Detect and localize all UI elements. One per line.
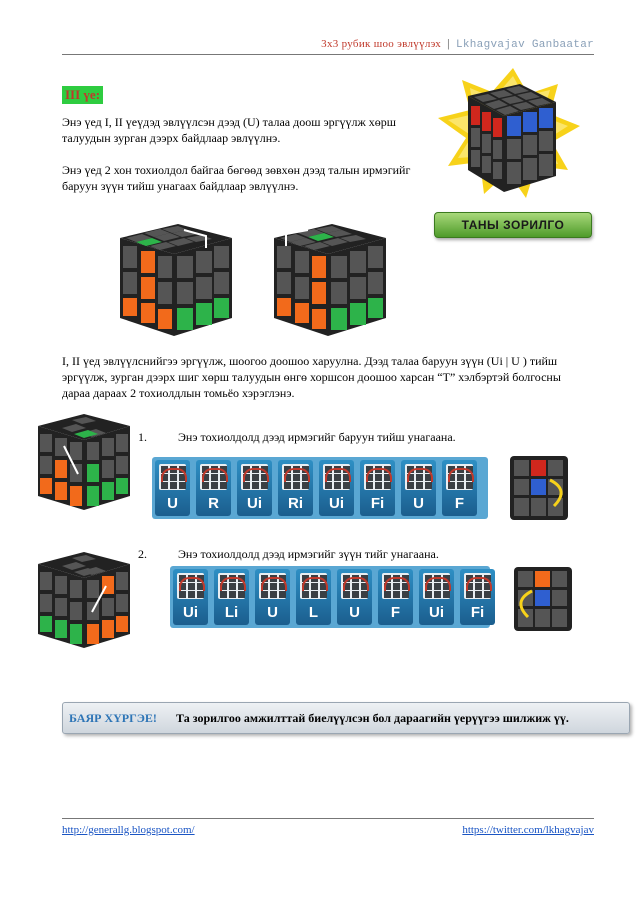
goal-cube-image	[428, 66, 598, 216]
move-label: Ui	[247, 495, 262, 512]
intro-paragraph-1: Энэ үед I, II үеүдэд эвлүүлсэн дээд (U) талаа доош эргүүлж хөрш талуудын зурган дээрх байдлаар эвлүүлнэ.	[62, 115, 397, 145]
turn-arrow-icon	[343, 577, 369, 591]
case2-result-cube	[510, 563, 576, 635]
instruction-paragraph: I, II үед эвлүүлснийгээ эргүүлж, шоогоо доошоо харуулна. Дээд талаа баруун зүүн (Ui | U ) тийш эргүүлж, зурган дээрх шиг хөрш талуудын өнгө хоршсон доошоо харсан “T” хэлбэртэй болгосны дараа дараах 2 тохиолдлын томьёо хэрэглэнэ.	[62, 354, 561, 400]
turn-arrow-icon	[325, 468, 351, 482]
footer-divider	[62, 818, 594, 819]
turn-arrow-icon	[220, 577, 246, 591]
turn-arrow-icon	[202, 468, 228, 482]
move-label: U	[167, 495, 178, 512]
goal-cube	[468, 84, 556, 192]
step2-number: 2.	[138, 547, 147, 561]
footer-blog-link[interactable]: http://generallg.blogspot.com/	[62, 824, 195, 836]
move-tile-ui	[319, 460, 354, 516]
turn-arrow-icon	[243, 468, 269, 482]
turn-arrow-icon	[161, 468, 187, 482]
footer-twitter-link[interactable]: https://twitter.com/lkhagvajav	[462, 824, 594, 836]
move-tile-u	[155, 460, 190, 516]
move-tile-ui	[173, 569, 208, 625]
congrats-banner	[62, 702, 630, 734]
example-cube-right	[268, 218, 390, 340]
congrats-message: Та зорилгоо амжилттай биелүүлсэн бол дараагийн үерүүгээ шилжиж үү.	[176, 711, 569, 725]
turn-arrow-icon	[302, 577, 328, 591]
turn-arrow-icon	[466, 577, 492, 591]
move-label: Fi	[370, 495, 385, 512]
step2-text: Энэ тохиолдолд дээд ирмэгийг зүүн тийг унагаана.	[178, 547, 439, 561]
turn-arrow-icon	[284, 468, 310, 482]
move-label: R	[208, 495, 219, 512]
move-tile-u	[401, 460, 436, 516]
move-tile-ri	[278, 460, 313, 516]
goal-badge: ТАНЫ ЗОРИЛГО	[434, 212, 592, 238]
move-tile-u	[255, 569, 290, 625]
turn-arrow-icon	[448, 468, 474, 482]
move-tile-ui	[237, 460, 272, 516]
case2-cube	[34, 550, 134, 650]
move-label: Ri	[288, 495, 303, 512]
turn-arrow-icon	[366, 468, 392, 482]
header-title: 3x3 рубик шоо эвлүүлэх	[321, 38, 442, 50]
move-label: L	[308, 604, 319, 621]
move-tile-li	[214, 569, 249, 625]
turn-arrow-icon	[261, 577, 287, 591]
move-label: F	[390, 604, 401, 621]
move-label: Ui	[329, 495, 344, 512]
move-tile-fi	[360, 460, 395, 516]
page-header	[62, 38, 594, 51]
intro-paragraph-2: Энэ үед 2 хон тохиолдол байгаа бөгөөд зөвхөн дээд талын ирмэгийг баруун зүүн тийш унагаах байдлаар эвлүүлнэ.	[62, 163, 411, 193]
move-tile-r	[196, 460, 231, 516]
example-cube-left	[114, 218, 236, 340]
move-label: Ui	[183, 604, 198, 621]
turn-arrow-icon	[179, 577, 205, 591]
move-tile-ui	[419, 569, 454, 625]
move-tile-l	[296, 569, 331, 625]
move-tile-fi	[460, 569, 495, 625]
header-separator: |	[445, 39, 452, 51]
header-divider	[62, 54, 594, 55]
move-label: Fi	[470, 604, 485, 621]
move-label: U	[413, 495, 424, 512]
turn-arrow-icon	[407, 468, 433, 482]
stage-label: III үе:	[62, 86, 103, 104]
case1-cube	[34, 412, 134, 512]
turn-arrow-icon	[384, 577, 410, 591]
congrats-label: БАЯР ХҮРГЭЕ!	[69, 711, 157, 725]
move-label: U	[349, 604, 360, 621]
move-tile-u	[337, 569, 372, 625]
step1-text: Энэ тохиолдолд дээд ирмэгийг баруун тийш унагаана.	[178, 430, 456, 444]
header-author: Lkhagvajav Ganbaatar	[455, 39, 594, 51]
case1-result-cube	[506, 452, 572, 524]
move-label: U	[267, 604, 278, 621]
move-label: Ui	[429, 604, 444, 621]
move-label: F	[454, 495, 465, 512]
move-label: Li	[224, 604, 239, 621]
move-tile-f	[442, 460, 477, 516]
move-tile-f	[378, 569, 413, 625]
turn-arrow-icon	[425, 577, 451, 591]
step1-number: 1.	[138, 430, 147, 444]
